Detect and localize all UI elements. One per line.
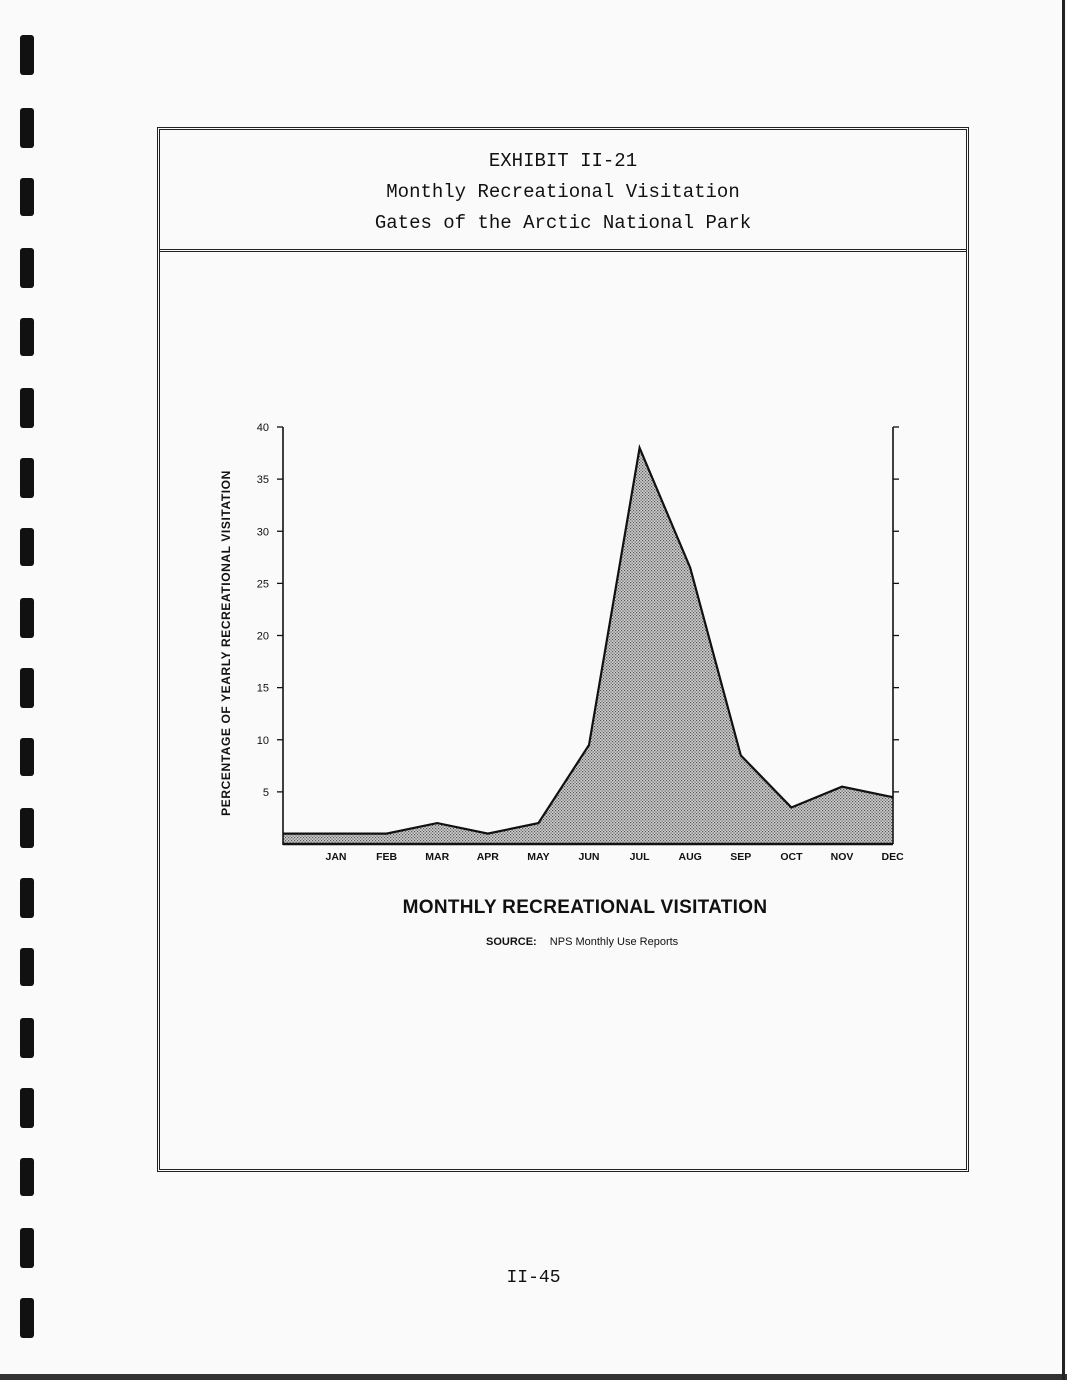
page-number: II-45 [506, 1268, 561, 1288]
y-tick-label: 15 [256, 682, 269, 695]
x-tick-label: MAY [527, 851, 550, 863]
source-label: SOURCE: [486, 936, 537, 948]
source-note [486, 936, 678, 948]
x-tick-label: AUG [678, 851, 702, 863]
visitation-area [283, 448, 893, 844]
page-bottom-edge [0, 1374, 1067, 1380]
x-tick-label: OCT [780, 851, 803, 863]
y-tick-label: 30 [256, 526, 269, 539]
y-tick-label: 10 [256, 734, 269, 747]
y-tick-label: 20 [256, 630, 269, 643]
x-tick-label: DEC [881, 851, 904, 863]
x-tick-label: FEB [376, 851, 398, 863]
chart-title: MONTHLY RECREATIONAL VISITATION [402, 897, 768, 918]
x-tick-label: APR [476, 851, 499, 863]
x-tick-label: JUN [578, 851, 600, 863]
y-tick-label: 5 [262, 786, 269, 799]
y-axis-label: PERCENTAGE OF YEARLY RECREATIONAL VISITATION [219, 470, 233, 816]
y-tick-label: 25 [256, 578, 269, 591]
y-tick-label: 40 [256, 422, 269, 434]
x-tick-label: SEP [730, 851, 752, 863]
x-tick-label: JUL [629, 851, 650, 863]
page-right-edge [1062, 0, 1065, 1380]
exhibit-number: EXHIBIT II-21 [488, 150, 638, 172]
y-tick-label: 35 [256, 474, 269, 487]
source-text: NPS Monthly Use Reports [549, 936, 679, 948]
x-tick-label: MAR [425, 851, 450, 863]
exhibit-subtitle: Gates of the Arctic National Park [374, 212, 752, 234]
exhibit-title: Monthly Recreational Visitation [386, 181, 740, 203]
x-tick-label: NOV [830, 851, 854, 863]
x-tick-label: JAN [325, 851, 347, 863]
